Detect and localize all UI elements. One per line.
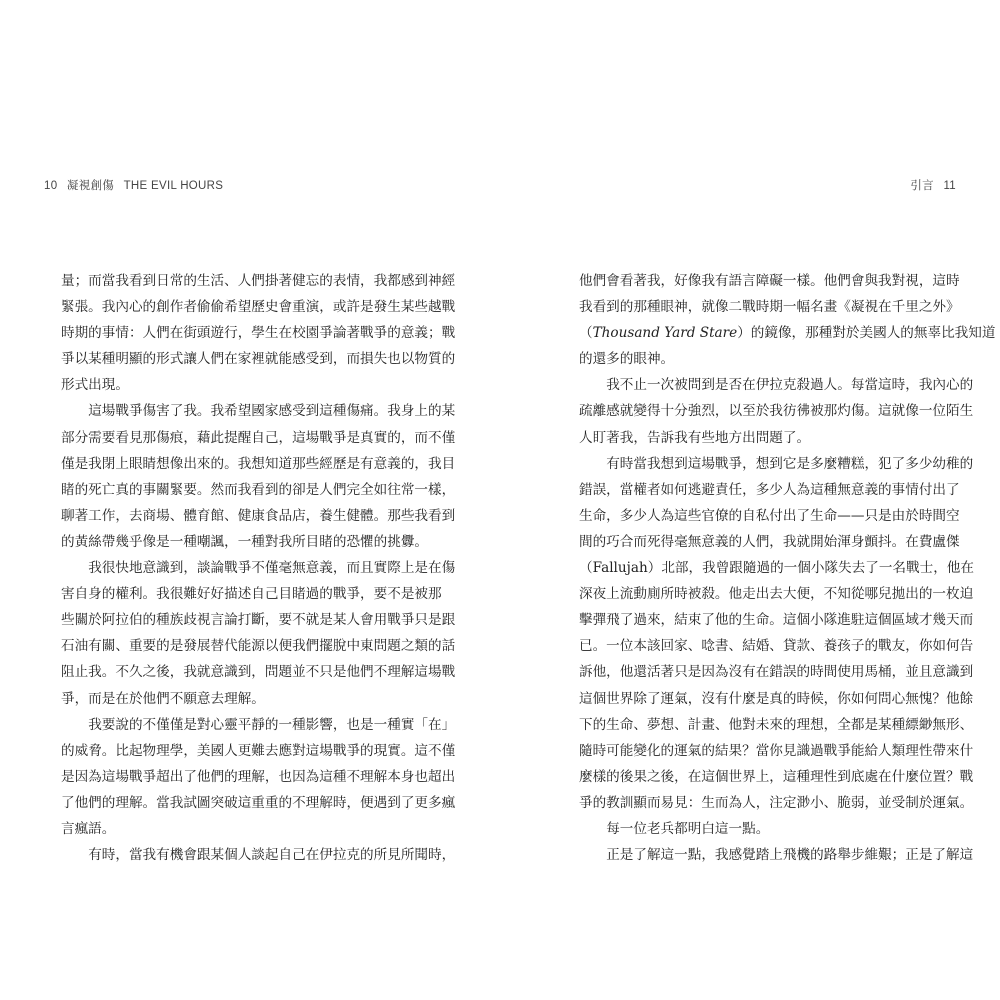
text-line: 隨時可能變化的運氣的結果？當你見識過戰爭能給人類理性帶來什: [579, 742, 974, 759]
text-line: 部分需要看見那傷痕，藉此提醒自己，這場戰爭是真實的，而不僅: [61, 429, 456, 446]
left-running-head-chinese: 凝視創傷: [66, 180, 115, 192]
text-line: 了他們的理解。當我試圖突破這重重的不理解時，便遇到了更多瘋: [61, 794, 456, 811]
text-line: 間的巧合而死得毫無意義的人們，我就開始渾身顫抖。在費盧傑: [579, 533, 960, 550]
text-line: 僅是我閉上眼睛想像出來的。我想知道那些經歷是有意義的，我目: [61, 455, 456, 472]
text-line: 我不止一次被問到是否在伊拉克殺過人。每當這時，我內心的: [606, 377, 974, 394]
text-line: 爭的教訓顯而易見：生而為人，注定渺小、脆弱，並受制於運氣。: [579, 794, 974, 811]
right-running-head: [910, 177, 962, 193]
text-line: 已。一位本該回家、唸書、結婚、貸款、養孩子的戰友，你如何告: [579, 638, 974, 655]
text-line: 深夜上流動廁所時被殺。他走出去大便，不知從哪兒拋出的一枚迫: [579, 586, 974, 603]
right-page-text: [579, 268, 996, 868]
text-line: （Thousand Yard Stare）的鏡像，那種對於美國人的無辜比我知道: [579, 325, 996, 342]
text-line: （Fallujah）北部，我曾跟隨過的一個小隊失去了一名戰士，他在: [579, 560, 974, 577]
text-line: 的黃絲帶幾乎像是一種嘲諷，一種對我所目睹的恐懼的挑釁。: [61, 533, 429, 550]
text-line: 麼樣的後果之後，在這個世界上，這種理性到底處在什麼位置？戰: [579, 768, 974, 785]
right-running-head-chinese: 引言: [910, 180, 934, 192]
left-page-number: 10: [44, 180, 58, 192]
text-line: 下的生命、夢想、計畫、他對未來的理想，全都是某種縹緲無形、: [579, 716, 974, 733]
right-page-number: 11: [943, 180, 956, 192]
text-line: 些關於阿拉伯的種族歧視言論打斷，要不就是某人會用戰爭只是跟: [61, 612, 456, 629]
text-line: 聊著工作，去商場、體育館、健康食品店，養生健體。那些我看到: [61, 507, 456, 524]
left-page-text: [61, 268, 456, 868]
text-line: 訴他，他還活著只是因為沒有在錯誤的時間使用馬桶，並且意識到: [579, 664, 974, 681]
text-line: 的還多的眼神。: [579, 351, 675, 368]
text-line: 錯誤，當權者如何逃避責任，多少人為這種無意義的事情付出了: [579, 481, 960, 498]
text-line: 爭以某種明顯的形式讓人們在家裡就能感受到，而損失也以物質的: [61, 351, 456, 368]
text-line: 害自身的權利。我很難好好描述自己目睹過的戰爭，要不是被那: [61, 586, 442, 603]
text-line: 我要說的不僅僅是對心靈平靜的一種影響，也是一種實「在」: [88, 716, 456, 733]
text-line: 這場戰爭傷害了我。我希望國家感受到這種傷痛。我身上的某: [88, 403, 456, 420]
text-line: 正是了解這一點，我感覺踏上飛機的路舉步維艱；正是了解這: [606, 847, 974, 864]
text-line: 緊張。我內心的創作者偷偷希望歷史會重演，或許是發生某些越戰: [61, 299, 456, 316]
text-line: 生命，多少人為這些官僚的自私付出了生命——只是由於時間空: [579, 507, 960, 524]
text-line: 擊彈飛了過來，結束了他的生命。這個小隊進駐這個區域才幾天而: [579, 612, 974, 629]
text-line: 石油有關、重要的是發展替代能源以便我們擺脫中東問題之類的話: [61, 638, 456, 655]
text-line: 時期的事情：人們在街頭遊行，學生在校園爭論著戰爭的意義；戰: [61, 325, 456, 342]
text-line: 這個世界除了運氣，沒有什麼是真的時候，你如何問心無愧？他餘: [579, 690, 974, 707]
text-line: 形式出現。: [61, 377, 129, 394]
text-line: 爭，而是在於他們不願意去理解。: [61, 690, 265, 707]
left-running-head-english: THE EVIL HOURS: [123, 180, 224, 192]
text-line: 睹的死亡真的事關緊要。然而我看到的卻是人們完全如往常一樣，: [61, 481, 456, 498]
left-running-head: [38, 177, 223, 193]
text-line: 我很快地意識到，談論戰爭不僅毫無意義，而且實際上是在傷: [88, 560, 456, 577]
text-line: 的威脅。比起物理學，美國人更難去應對這場戰爭的現實。這不僅: [61, 742, 456, 759]
text-line: 量；而當我看到日常的生活、人們掛著健忘的表情，我都感到神經: [61, 273, 456, 289]
text-line: 疏離感就變得十分強烈，以至於我彷彿被那灼傷。這就像一位陌生: [579, 403, 974, 420]
text-line: 人盯著我，告訴我有些地方出問題了。: [579, 429, 811, 446]
text-line: 言瘋語。: [61, 820, 116, 837]
text-line: 是因為這場戰爭超出了他們的理解，也因為這種不理解本身也超出: [61, 768, 456, 785]
text-line: 他們會看著我，好像我有語言障礙一樣。他們會與我對視，這時: [579, 273, 960, 289]
text-line: 每一位老兵都明白這一點。: [606, 820, 770, 837]
text-line: 有時，當我有機會跟某個人談起自己在伊拉克的所見所聞時，: [88, 847, 456, 864]
text-line: 我看到的那種眼神，就像二戰時期一幅名畫《凝視在千里之外》: [579, 299, 960, 316]
text-line: 阻止我。不久之後，我就意識到，問題並不只是他們不理解這場戰: [61, 664, 456, 681]
text-line: 有時當我想到這場戰爭，想到它是多麼糟糕，犯了多少幼稚的: [606, 455, 974, 472]
